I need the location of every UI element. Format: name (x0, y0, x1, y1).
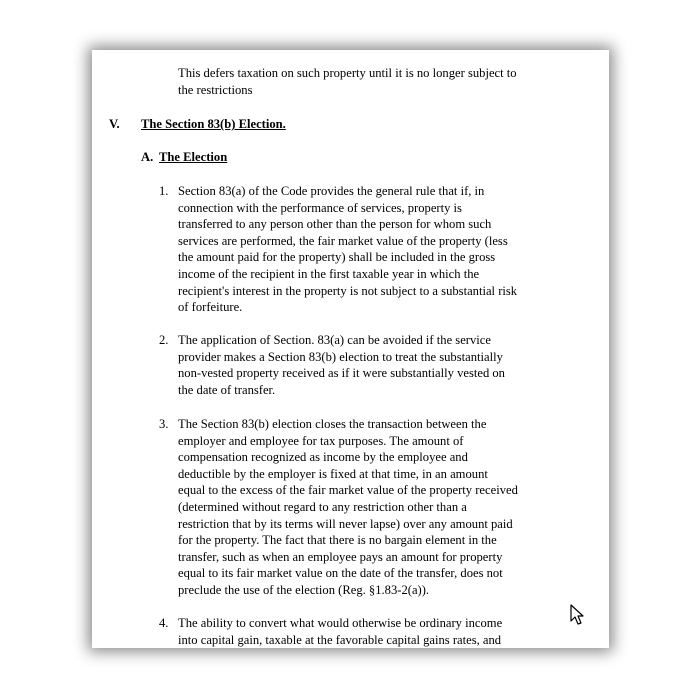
mouse-pointer-icon (570, 604, 586, 626)
text-line: employer and employee for tax purposes. The amount of (178, 433, 464, 448)
text-line: the date of transfer. (178, 382, 276, 397)
text-line: restriction that by its terms will never lapse) over any amount paid (178, 516, 513, 531)
text-line: recipient's interest in the property is not subject to a substantial risk (178, 283, 518, 298)
text-line: connection with the performance of services, property is (178, 200, 462, 215)
text-line: provider makes a Section 83(b) election to treat the substantially (178, 349, 503, 364)
text-line: into capital gain, taxable at the favorable capital gains rates, and (178, 632, 502, 647)
list-item-text (178, 416, 578, 599)
text-line: compensation recognized as income by the employee and (178, 450, 468, 465)
text-line: for the property. The fact that there is no bargain element in the (178, 533, 497, 548)
text-line: The ability to convert what would otherwise be ordinary income (178, 616, 503, 630)
section-number: V. (109, 117, 120, 131)
section-title: The Section 83(b) Election. (141, 117, 286, 131)
text-line: preclude the use of the election (Reg. §1.83-2(a)). (178, 582, 430, 597)
document-page (92, 50, 609, 648)
subsection-letter: A. (141, 150, 154, 164)
text-line: non-vested property received as if it were substantially vested on (178, 366, 505, 381)
intro-paragraph (178, 65, 578, 98)
text-line: The application of Section. 83(a) can be avoided if the service (178, 333, 491, 347)
text-line: transfer, such as when an employee pays an amount for property (178, 549, 503, 564)
text-line: Section 83(a) of the Code provides the general rule that if, in (178, 184, 485, 198)
list-item-number: 4. (159, 616, 169, 630)
text-line: transferred to any person other than the person for whom such (178, 217, 492, 232)
list-item-text (178, 615, 578, 648)
text-line: deductible by the employer is fixed at that time, in an amount (178, 466, 488, 481)
intro-line: the restrictions (178, 82, 253, 97)
subsection-title: The Election (159, 150, 228, 164)
text-line: income of the recipient in the first taxable year in which the (178, 266, 480, 281)
text-line: equal to the excess of the fair market value of the property received (178, 483, 518, 498)
list-item-text (178, 183, 578, 316)
text-line: services are performed, the fair market value of the property (less (178, 233, 508, 248)
text-line: (determined without regard to any restriction other than a (178, 499, 467, 514)
list-item-text (178, 332, 578, 398)
list-item-number: 2. (159, 333, 169, 347)
text-line: The Section 83(b) election closes the transaction between the (178, 417, 487, 431)
list-item-number: 1. (159, 184, 169, 198)
intro-line: This defers taxation on such property until it is no longer subject to (178, 66, 517, 80)
text-line: equal to its fair market value on the date of the transfer, does not (178, 566, 503, 581)
list-item-number: 3. (159, 417, 169, 431)
text-line: the amount paid for the property) shall be included in the gross (178, 250, 496, 265)
text-line: of forfeiture. (178, 300, 243, 315)
